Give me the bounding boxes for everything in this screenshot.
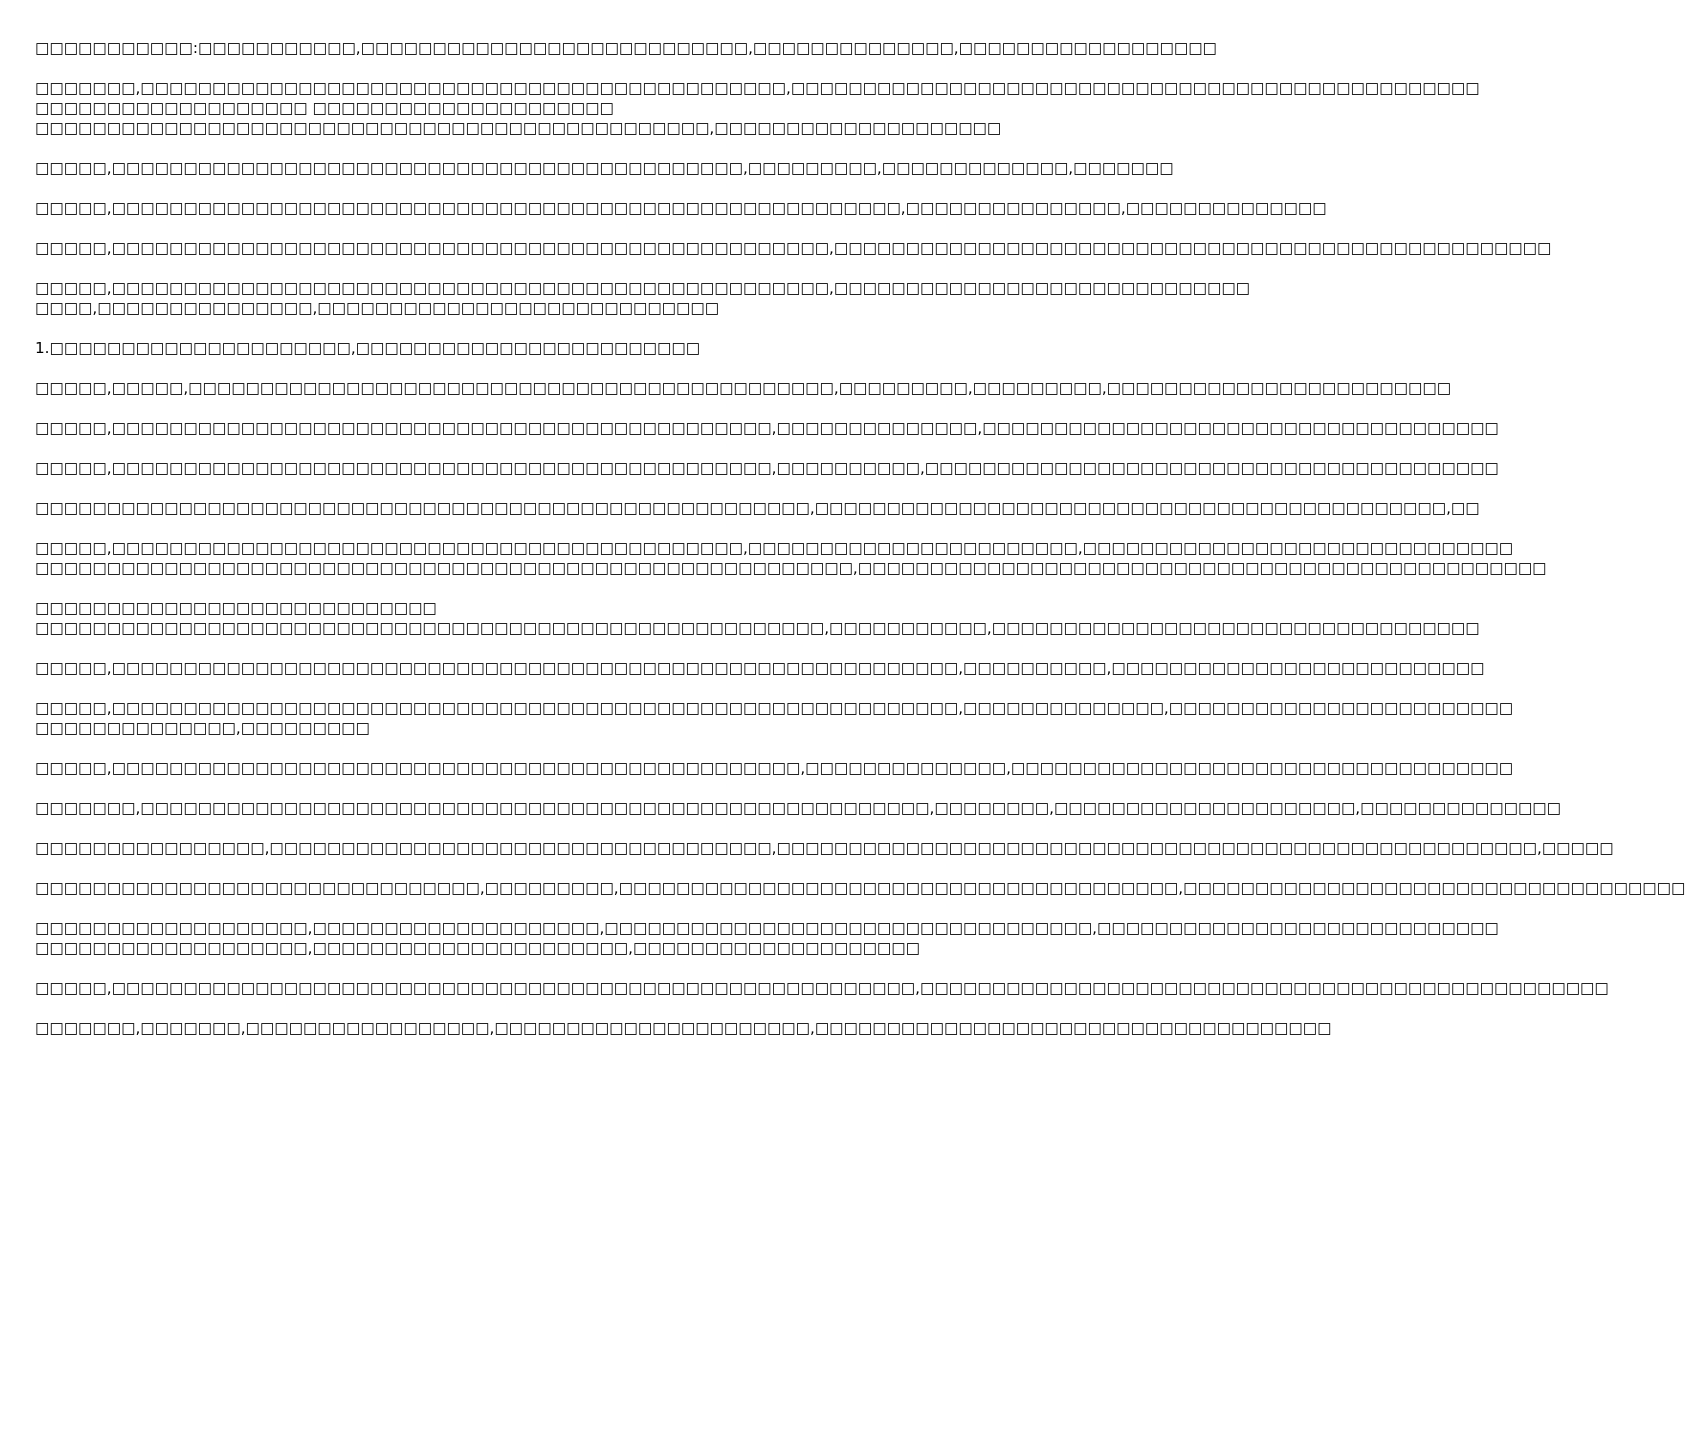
text-line: □□□□□□□□□□□□□□□□,□□□□□□□□□□□□□□□□□□□□□□□□□□□□□□□□□□□,□□□□□□□□□□□□□□□□□□□□□□□□□□□□□□□□□□□□□□□□□□□□□□□□□□□□□,□□□□□	[35, 839, 1614, 857]
blank-line	[35, 398, 990, 418]
blank-line	[35, 738, 990, 758]
blank-line	[35, 218, 990, 238]
blank-line	[35, 998, 990, 1018]
blank-line	[35, 478, 990, 498]
text-line: □□□□□,□□□□□□□□□□□□□□□□□□□□□□□□□□□□□□□□□□□□□□□□□□□□□□□□□□,□□□□□□□□□□□□□□□□□□□□□□□□□□□□□	[35, 279, 1251, 297]
text-line: □□□□□□□□□□□□□□□□□□□ □□□□□□□□□□□□□□□□□□□□□	[35, 99, 614, 117]
blank-line	[35, 958, 990, 978]
blank-line	[35, 178, 990, 198]
text-line: 1.□□□□□□□□□□□□□□□□□□□□□,□□□□□□□□□□□□□□□□□□□□□□□□	[35, 339, 701, 357]
text-line: □□□□□,□□□□□□□□□□□□□□□□□□□□□□□□□□□□□□□□□□□□□□□□□□□□□□□□,□□□□□□□□□□□□□□,□□□□□□□□□□□□□□□□□□□□□□□□□□□□□□□□□□□	[35, 759, 1514, 777]
text-line: □□□□□□□□□□□□□□□□□□□□□□□□□□□□□□□□□□□□□□□□□□□□□□□□□□□□□□□□□,□□□□□□□□□□□□□□□□□□□□□□□□□□□□□□□□□□□□□□□□□□□□□□□□	[35, 559, 1547, 577]
text-line: □□□□□,□□□□□□□□□□□□□□□□□□□□□□□□□□□□□□□□□□□□□□□□□□□□□□□□□□□□□□□□□□□,□□□□□□□□□□□□□□,□□□□□□□□□□□□□□□□□□□□□□□□	[35, 699, 1514, 717]
text-line: □□□□□□□□□□□□□□□□□□□□□□□□□□□□□□□□□□□□□□□□□□□□□□□,□□□□□□□□□□□□□□□□□□□□	[35, 119, 1002, 137]
text-line: □□□□□□□□□□□□□□□□□□□□□□□□□□□□□□□□□□□□□□□□□□□□□□□□□□□□□□□,□□□□□□□□□□□,□□□□□□□□□□□□□□□□□□□□□□□□□□□□□□□□□□	[35, 619, 1480, 637]
text-line: □□□□□,□□□□□□□□□□□□□□□□□□□□□□□□□□□□□□□□□□□□□□□□□□□□,□□□□□□□□□,□□□□□□□□□□□□□,□□□□□□□	[35, 159, 1174, 177]
blank-line	[35, 58, 990, 78]
blank-line	[35, 778, 990, 798]
text-line: □□□□□,□□□□□,□□□□□□□□□□□□□□□□□□□□□□□□□□□□□□□□□□□□□□□□□□□□□,□□□□□□□□□,□□□□□□□□□,□□□□□□□□□□□□□□□□□□□□□□□□	[35, 379, 1452, 397]
blank-line	[35, 638, 990, 658]
document-body	[35, 38, 1685, 1038]
text-line: □□□□□□□□□□□□□□□□□□□,□□□□□□□□□□□□□□□□□□□□□□,□□□□□□□□□□□□□□□□□□□□	[35, 939, 920, 957]
text-line: □□□□□□□□□□□□□□□□□□□□□□□□□□□□	[35, 599, 437, 617]
blank-line	[35, 858, 990, 878]
text-line: □□□□□□□,□□□□□□□□□□□□□□□□□□□□□□□□□□□□□□□□□□□□□□□□□□□□□,□□□□□□□□□□□□□□□□□□□□□□□□□□□□□□□□□□□□□□□□□□□□□□□□	[35, 79, 1480, 97]
text-line: □□□□□□□□□□□□□□,□□□□□□□□□	[35, 719, 370, 737]
text-line: □□□□□□□□□□□□□□□□□□□□□□□□□□□□□□□□□□□□□□□□□□□□□□□□□□□□□□,□□□□□□□□□□□□□□□□□□□□□□□□□□□□□□□□□□□□□□□□□□□□,□□	[35, 499, 1480, 517]
text-line: □□□□□□□□□□□:□□□□□□□□□□□,□□□□□□□□□□□□□□□□□□□□□□□□□□□,□□□□□□□□□□□□□□,□□□□□□□□□□□□□□□□□□	[35, 39, 1217, 57]
blank-line	[35, 318, 990, 338]
text-line: □□□□□,□□□□□□□□□□□□□□□□□□□□□□□□□□□□□□□□□□□□□□□□□□□□,□□□□□□□□□□□□□□□□□□□□□□□,□□□□□□□□□□□□□□□□□□□□□□□□□□□□□□	[35, 539, 1514, 557]
blank-line	[35, 358, 990, 378]
text-line: □□□□,□□□□□□□□□□□□□□□,□□□□□□□□□□□□□□□□□□□□□□□□□□□□	[35, 299, 720, 317]
text-line: □□□□□□□□□□□□□□□□□□□,□□□□□□□□□□□□□□□□□□□□,□□□□□□□□□□□□□□□□□□□□□□□□□□□□□□□□□□,□□□□□□□□□□□□□□□□□□□□□□□□□□□□	[35, 919, 1499, 937]
text-line: □□□□□,□□□□□□□□□□□□□□□□□□□□□□□□□□□□□□□□□□□□□□□□□□□□□□□□□□□□□□□,□□□□□□□□□□□□□□□,□□□□□□□□□□□□□□	[35, 199, 1327, 217]
text-line: □□□□□,□□□□□□□□□□□□□□□□□□□□□□□□□□□□□□□□□□□□□□□□□□□□□□,□□□□□□□□□□□□□□,□□□□□□□□□□□□□□□□□□□□□□□□□□□□□□□□□□□□	[35, 419, 1499, 437]
blank-line	[35, 678, 990, 698]
blank-line	[35, 438, 990, 458]
text-line: □□□□□,□□□□□□□□□□□□□□□□□□□□□□□□□□□□□□□□□□□□□□□□□□□□□□□□□□,□□□□□□□□□□□□□□□□□□□□□□□□□□□□□□□□□□□□□□□□□□□□□□□□□□	[35, 239, 1552, 257]
blank-line	[35, 138, 990, 158]
blank-line	[35, 518, 990, 538]
blank-line	[35, 898, 990, 918]
text-line: □□□□□,□□□□□□□□□□□□□□□□□□□□□□□□□□□□□□□□□□□□□□□□□□□□□□□□□□□□□□□□□□□,□□□□□□□□□□,□□□□□□□□□□□□□□□□□□□□□□□□□□	[35, 659, 1485, 677]
text-line: □□□□□,□□□□□□□□□□□□□□□□□□□□□□□□□□□□□□□□□□□□□□□□□□□□□□□□□□□□□□□□,□□□□□□□□□□□□□□□□□□□□□□□□□□□□□□□□□□□□□□□□□□□□□□□□	[35, 979, 1609, 997]
text-line: □□□□□□□,□□□□□□□□□□□□□□□□□□□□□□□□□□□□□□□□□□□□□□□□□□□□□□□□□□□□□□□,□□□□□□□□,□□□□□□□□□□□□□□□□□□□□□,□□□□□□□□□□□□□□	[35, 799, 1562, 817]
text-line: □□□□□□□□□□□□□□□□□□□□□□□□□□□□□□□,□□□□□□□□□,□□□□□□□□□□□□□□□□□□□□□□□□□□□□□□□□□□□□□□□,□□□□□□□□□□□□□□□□□□□□□□□□□□□□□□□□□□□	[35, 879, 1685, 897]
text-line: □□□□□,□□□□□□□□□□□□□□□□□□□□□□□□□□□□□□□□□□□□□□□□□□□□□□,□□□□□□□□□□,□□□□□□□□□□□□□□□□□□□□□□□□□□□□□□□□□□□□□□□□	[35, 459, 1499, 477]
blank-line	[35, 258, 990, 278]
blank-line	[35, 818, 990, 838]
text-line: □□□□□□□,□□□□□□□,□□□□□□□□□□□□□□□□□,□□□□□□□□□□□□□□□□□□□□□□,□□□□□□□□□□□□□□□□□□□□□□□□□□□□□□□□□□□□	[35, 1019, 1332, 1037]
blank-line	[35, 578, 990, 598]
